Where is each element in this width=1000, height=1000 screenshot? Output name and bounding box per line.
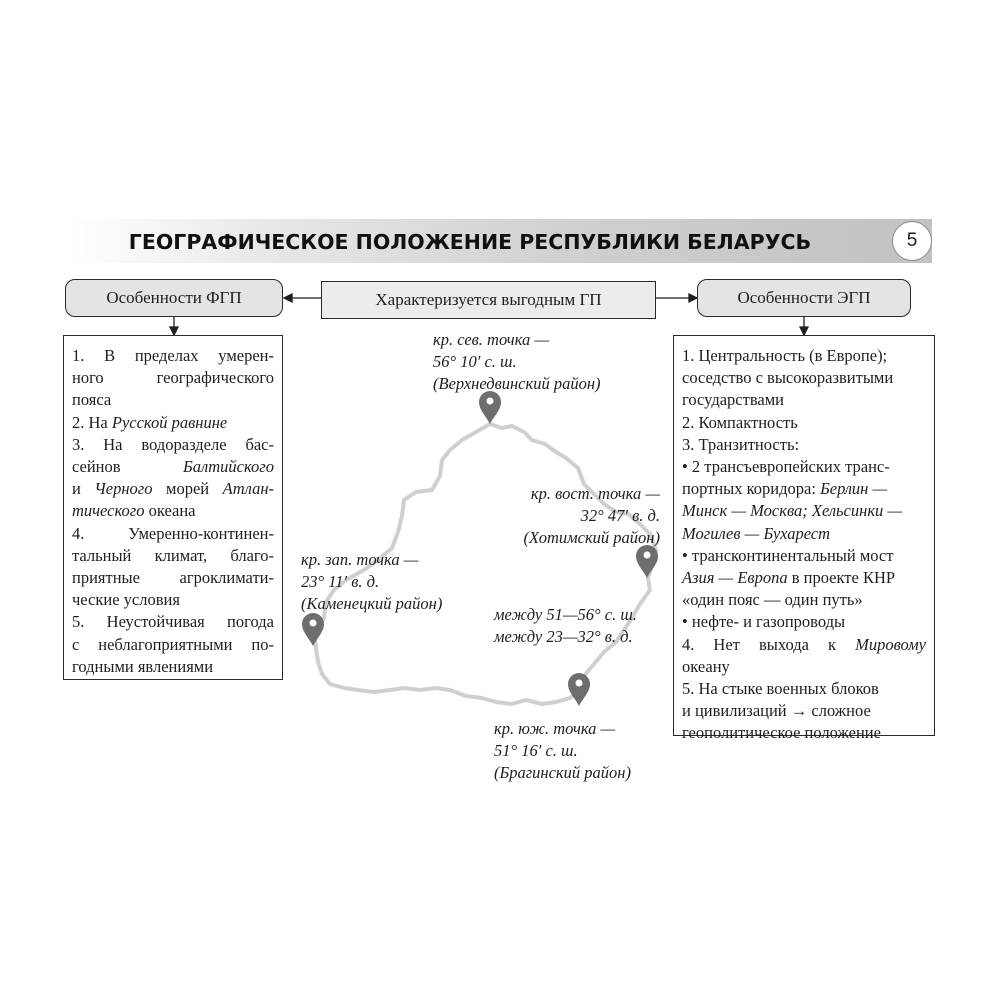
- map-pin-south-icon: [568, 673, 590, 706]
- coordinate-range-label: между 51—56° с. ш. между 23—32° в. д.: [494, 605, 637, 646]
- fgp-line: приятные агроклимати-: [72, 568, 274, 588]
- fgp-line: ного географического: [72, 368, 274, 388]
- center-header: Характеризуется выгодным ГП: [321, 281, 656, 319]
- south-point-label: кр. юж. точка — 51° 16′ с. ш. (Брагинский район): [494, 719, 631, 782]
- egp-line: Азия — Европа в проекте КНР: [682, 568, 896, 588]
- map-pin-north-icon: [479, 391, 501, 424]
- egp-line: «один пояс — один путь»: [682, 590, 863, 610]
- egp-line: океану: [682, 656, 730, 676]
- fgp-line: 2. На Русской равнине: [72, 412, 228, 432]
- egp-line: • трансконтинентальный мост: [682, 545, 894, 565]
- fgp-list: [63, 335, 283, 680]
- egp-line: 5. На стыке военных блоков: [682, 679, 879, 699]
- fgp-line: 1. В пределах умерен-: [72, 346, 274, 365]
- egp-line: • нефте- и газопроводы: [682, 612, 846, 632]
- north-point-label: кр. сев. точка — 56° 10′ с. ш. (Верхнедвинский район): [433, 330, 601, 393]
- fgp-line: 4. Умеренно-континен-: [72, 523, 274, 543]
- arrow-left-icon: [284, 294, 292, 302]
- fgp-line: с неблагоприятными по-: [72, 634, 274, 654]
- arrow-down-icon: [800, 327, 808, 335]
- egp-line: соседство с высокоразвитыми: [682, 368, 894, 388]
- fgp-line: 3. На водоразделе бас-: [72, 434, 274, 454]
- arrow-right-icon: [689, 294, 697, 302]
- fgp-line: пояса: [72, 390, 112, 410]
- egp-line: 1. Центральность (в Европе);: [682, 346, 888, 365]
- egp-line: портных коридора: Берлин —: [682, 479, 888, 499]
- egp-line: и цивилизаций → сложное: [682, 701, 871, 721]
- egp-line: государствами: [682, 390, 785, 410]
- page-number: 5: [892, 221, 932, 261]
- egp-line: Могилев — Бухарест: [682, 523, 831, 543]
- egp-line: геополитическое положение: [682, 723, 881, 743]
- egp-line: 4. Нет выхода к Мировому: [682, 634, 926, 654]
- egp-header: Особенности ЭГП: [697, 279, 911, 317]
- egp-line: 3. Транзитность:: [682, 434, 800, 454]
- fgp-line: тического океана: [72, 501, 196, 521]
- map-pin-west-icon: [302, 613, 324, 646]
- fgp-line: ческие условия: [72, 590, 180, 610]
- fgp-header: Особенности ФГП: [65, 279, 283, 317]
- fgp-line: тальный климат, благо-: [72, 545, 274, 565]
- fgp-line: 5. Неустойчивая погода: [72, 612, 274, 632]
- west-point-label: кр. зап. точка — 23° 11′ в. д. (Каменецкий район): [301, 550, 443, 613]
- arrow-down-icon: [170, 327, 178, 335]
- egp-list: [673, 335, 935, 743]
- fgp-line: сейнов Балтийского: [72, 457, 274, 477]
- east-point-label: кр. вост. точка — 32° 47′ в. д. (Хотимский район): [523, 484, 660, 547]
- fgp-line: и Черного морей Атлан-: [72, 479, 274, 499]
- egp-line: • 2 трансъевропейских транс-: [682, 457, 890, 477]
- map-pin-east-icon: [636, 545, 658, 578]
- egp-line: 2. Компактность: [682, 412, 798, 432]
- page-title: ГЕОГРАФИЧЕСКОЕ ПОЛОЖЕНИЕ РЕСПУБЛИКИ БЕЛАРУСЬ: [128, 230, 812, 254]
- fgp-line: годными явлениями: [72, 656, 214, 676]
- egp-line: Минск — Москва; Хельсинки —: [682, 501, 903, 521]
